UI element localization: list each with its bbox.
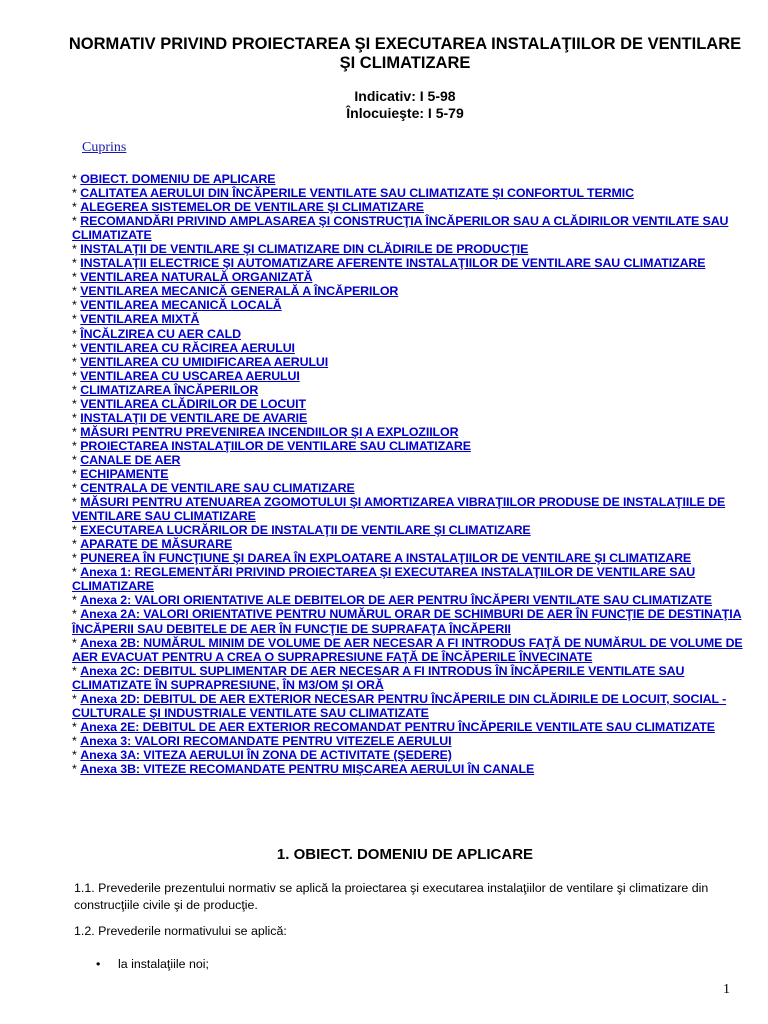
toc-link[interactable]: PROIECTAREA INSTALAŢIILOR DE VENTILARE SAU CLIMATIZARE [80, 438, 471, 453]
toc-bullet: * [72, 410, 81, 425]
toc-bullet: * [72, 719, 81, 734]
toc-bullet: * [72, 368, 81, 383]
section-heading: 1. OBIECT. DOMENIU DE APLICARE [276, 846, 534, 863]
toc-item [72, 720, 762, 734]
toc-link[interactable]: Anexa 2: VALORI ORIENTATIVE ALE DEBITELOR DE AER PENTRU ÎNCĂPERI VENTILATE SAU CLIMATIZATE [80, 593, 712, 608]
bullet-text: la instalaţiile noi; [118, 957, 209, 971]
toc-link[interactable]: VENTILAREA CU UMIDIFICAREA AERULUI [80, 354, 329, 369]
toc-item [72, 242, 762, 256]
toc-item [72, 495, 762, 523]
toc-bullet: * [72, 354, 81, 369]
toc-item [72, 565, 762, 593]
toc-link[interactable]: ALEGEREA SISTEMELOR DE VENTILARE ŞI CLIMATIZARE [80, 200, 424, 215]
toc-item [72, 397, 762, 411]
page-number: 1 [723, 982, 730, 997]
toc-item [72, 593, 762, 607]
toc-link[interactable]: INSTALAŢII DE VENTILARE ŞI CLIMATIZARE DIN CLĂDIRILE DE PRODUCŢIE [80, 242, 529, 257]
toc-link[interactable]: Anexa 3: VALORI RECOMANDATE PENTRU VITEZELE AERULUI [80, 733, 452, 748]
toc-link[interactable]: Anexa 3A: VITEZA AERULUI ÎN ZONA DE ACTIVITATE (ŞEDERE) [80, 747, 452, 762]
toc-bullet: * [72, 242, 81, 257]
toc-item [72, 312, 762, 326]
toc-bullet: * [72, 200, 81, 215]
toc-item [72, 692, 762, 720]
toc-item [72, 734, 762, 748]
toc-item [72, 327, 762, 341]
toc-bullet: * [72, 340, 81, 355]
toc-link[interactable]: VENTILAREA MIXTĂ [80, 312, 200, 327]
toc-link[interactable]: VENTILAREA MECANICĂ LOCALĂ [80, 298, 282, 313]
toc-bullet: * [72, 270, 81, 285]
toc-item [72, 748, 762, 762]
toc-link[interactable]: VENTILAREA CLĂDIRILOR DE LOCUIT [80, 396, 306, 411]
toc-link[interactable]: RECOMANDĂRI PRIVIND AMPLASAREA ŞI CONSTRUCŢIA ÎNCĂPERILOR SAU A CLĂDIRILOR VENTILATE SAU CLIMATIZATE [72, 214, 729, 243]
toc-item [72, 172, 762, 186]
toc-bullet: * [72, 523, 81, 538]
toc-link[interactable]: MĂSURI PENTRU PREVENIREA INCENDIILOR ŞI A EXPLOZIILOR [80, 424, 459, 439]
toc-link[interactable]: Anexa 2B: NUMĂRUL MINIM DE VOLUME DE AER NECESAR A FI INTRODUS FAŢĂ DE NUMĂRUL DE VOLUME DE AER EVACUAT PENTRU A CREA O SUPRAPRESIUNE FAŢĂ DE ÎNCĂPERILE ÎNVECINATE [72, 635, 743, 664]
paragraph-1-2: 1.2. Prevederile normativului se aplică: [74, 924, 287, 938]
toc-item [72, 537, 762, 551]
bullet-item [96, 957, 209, 971]
indicativ-line: Indicativ: I 5-98 [354, 88, 456, 104]
toc-item [72, 664, 762, 692]
toc-link[interactable]: Anexa 1: REGLEMENTĂRI PRIVIND PROIECTAREA ŞI EXECUTAREA INSTALAŢIILOR DE VENTILARE SAU CLIMATIZARE [72, 565, 696, 594]
toc-link[interactable]: VENTILAREA CU USCAREA AERULUI [80, 368, 300, 383]
toc-link[interactable]: MĂSURI PENTRU ATENUAREA ZGOMOTULUI ŞI AMORTIZAREA VIBRAŢIILOR PRODUSE DE INSTALAŢIILE DE VENTILARE SAU CLIMATIZARE [72, 495, 726, 524]
toc-bullet: * [72, 256, 81, 271]
toc-item [72, 256, 762, 270]
toc-link[interactable]: CANALE DE AER [80, 452, 181, 467]
toc-item [72, 523, 762, 537]
toc-link[interactable]: Anexa 2D: DEBITUL DE AER EXTERIOR NECESAR PENTRU ÎNCĂPERILE DIN CLĂDIRILE DE LOCUIT, SOCIAL - CULTURALE ŞI INDUSTRIALE VENTILATE SAU CLIMATIZATE [72, 691, 727, 720]
toc-item [72, 270, 762, 284]
toc-item [72, 453, 762, 467]
toc-link[interactable]: VENTILAREA CU RĂCIREA AERULUI [80, 340, 295, 355]
toc-bullet: * [72, 593, 81, 608]
toc-bullet: * [72, 495, 81, 510]
toc-bullet: * [72, 438, 81, 453]
toc-item [72, 551, 762, 565]
toc-bullet: * [72, 186, 81, 201]
toc-link[interactable]: VENTILAREA NATURALĂ ORGANIZATĂ [80, 270, 313, 285]
toc-bullet: * [72, 761, 81, 776]
toc-item [72, 298, 762, 312]
toc-link[interactable]: CALITATEA AERULUI DIN ÎNCĂPERILE VENTILATE SAU CLIMATIZATE ŞI CONFORTUL TERMIC [80, 186, 634, 201]
toc-link[interactable]: INSTALAŢII ELECTRICE ŞI AUTOMATIZARE AFERENTE INSTALAŢIILOR DE VENTILARE SAU CLIMATIZARE [80, 256, 706, 271]
document-title: NORMATIV PRIVIND PROIECTAREA ŞI EXECUTAREA INSTALAŢIILOR DE VENTILARE ŞI CLIMATIZARE [68, 35, 742, 72]
toc-bullet: * [72, 396, 81, 411]
toc-bullet: * [72, 214, 81, 229]
toc-bullet: * [72, 747, 81, 762]
toc-link[interactable]: CENTRALA DE VENTILARE SAU CLIMATIZARE [80, 481, 355, 496]
toc-link[interactable]: Anexa 3B: VITEZE RECOMANDATE PENTRU MIŞCAREA AERULUI ÎN CANALE [80, 761, 535, 776]
toc-link[interactable]: APARATE DE MĂSURARE [80, 537, 233, 552]
toc-bullet: * [72, 481, 81, 496]
toc-bullet: * [72, 691, 81, 706]
toc-item [72, 636, 762, 664]
toc-item [72, 383, 762, 397]
toc-item [72, 214, 762, 242]
toc-bullet: * [72, 537, 81, 552]
inlocuieste-line: Înlocuieşte: I 5-79 [346, 105, 464, 121]
toc-item [72, 425, 762, 439]
paragraph-1-1: 1.1. Prevederile prezentului normativ se aplică la proiectarea şi executarea instalaţiilor de ventilare şi climatizare din construcţiile civile şi de producţie. [74, 881, 709, 912]
toc-link[interactable]: VENTILAREA MECANICĂ GENERALĂ A ÎNCĂPERILOR [80, 284, 399, 299]
toc-bullet: * [72, 284, 81, 299]
toc-bullet: * [72, 382, 81, 397]
toc-bullet: * [72, 607, 81, 622]
toc-bullet: * [72, 424, 81, 439]
toc-item [72, 341, 762, 355]
toc-link[interactable]: PUNEREA ÎN FUNCŢIUNE ŞI DAREA ÎN EXPLOATARE A INSTALAŢIILOR DE VENTILARE ŞI CLIMATIZARE [80, 551, 692, 566]
toc-bullet: * [72, 172, 81, 186]
toc-link[interactable]: OBIECT. DOMENIU DE APLICARE [80, 172, 276, 186]
toc-bullet: * [72, 551, 81, 566]
toc-bullet: * [72, 312, 81, 327]
toc-bullet: * [72, 733, 81, 748]
toc-item [72, 369, 762, 383]
toc-link[interactable]: ÎNCĂLZIREA CU AER CALD [80, 326, 241, 341]
toc-bullet: * [72, 452, 81, 467]
toc-link[interactable]: ECHIPAMENTE [80, 466, 169, 481]
toc-item [72, 467, 762, 481]
toc-item [72, 481, 762, 495]
bullet-icon: • [96, 957, 101, 971]
toc-link[interactable]: EXECUTAREA LUCRĂRILOR DE INSTALAŢII DE VENTILARE ŞI CLIMATIZARE [80, 523, 531, 538]
toc-item [72, 284, 762, 298]
toc-item [72, 411, 762, 425]
toc-item [72, 186, 762, 200]
toc-bullet: * [72, 663, 81, 678]
toc-bullet: * [72, 635, 81, 650]
toc-item [72, 762, 762, 776]
toc-item [72, 607, 762, 635]
toc-bullet: * [72, 466, 81, 481]
toc-link[interactable]: Anexa 2A: VALORI ORIENTATIVE PENTRU NUMĂRUL ORAR DE SCHIMBURI DE AER ÎN FUNCŢIE DE DESTINAŢIA ÎNCĂPERII SAU DEBITELE DE AER ÎN FUNCŢIE DE SUPRAFAŢA ÎNCĂPERII [72, 607, 742, 636]
table-of-contents [72, 172, 762, 776]
toc-item [72, 200, 762, 214]
cuprins-link[interactable]: Cuprins [82, 140, 127, 155]
toc-bullet: * [72, 326, 81, 341]
toc-item [72, 439, 762, 453]
toc-link[interactable]: CLIMATIZAREA ÎNCĂPERILOR [80, 382, 259, 397]
toc-bullet: * [72, 298, 81, 313]
toc-bullet: * [72, 565, 81, 580]
toc-item [72, 355, 762, 369]
toc-link[interactable]: Anexa 2E: DEBITUL DE AER EXTERIOR RECOMANDAT PENTRU ÎNCĂPERILE VENTILATE SAU CLIMATIZATE [80, 719, 715, 734]
document-indicativ [60, 88, 750, 122]
toc-link[interactable]: Anexa 2C: DEBITUL SUPLIMENTAR DE AER NECESAR A FI INTRODUS ÎN ÎNCĂPERILE VENTILATE SAU CLIMATIZATE ÎN SUPRAPRESIUNE, ÎN M3/OM ŞI ORĂ [72, 663, 685, 692]
toc-link[interactable]: INSTALAŢII DE VENTILARE DE AVARIE [80, 410, 308, 425]
